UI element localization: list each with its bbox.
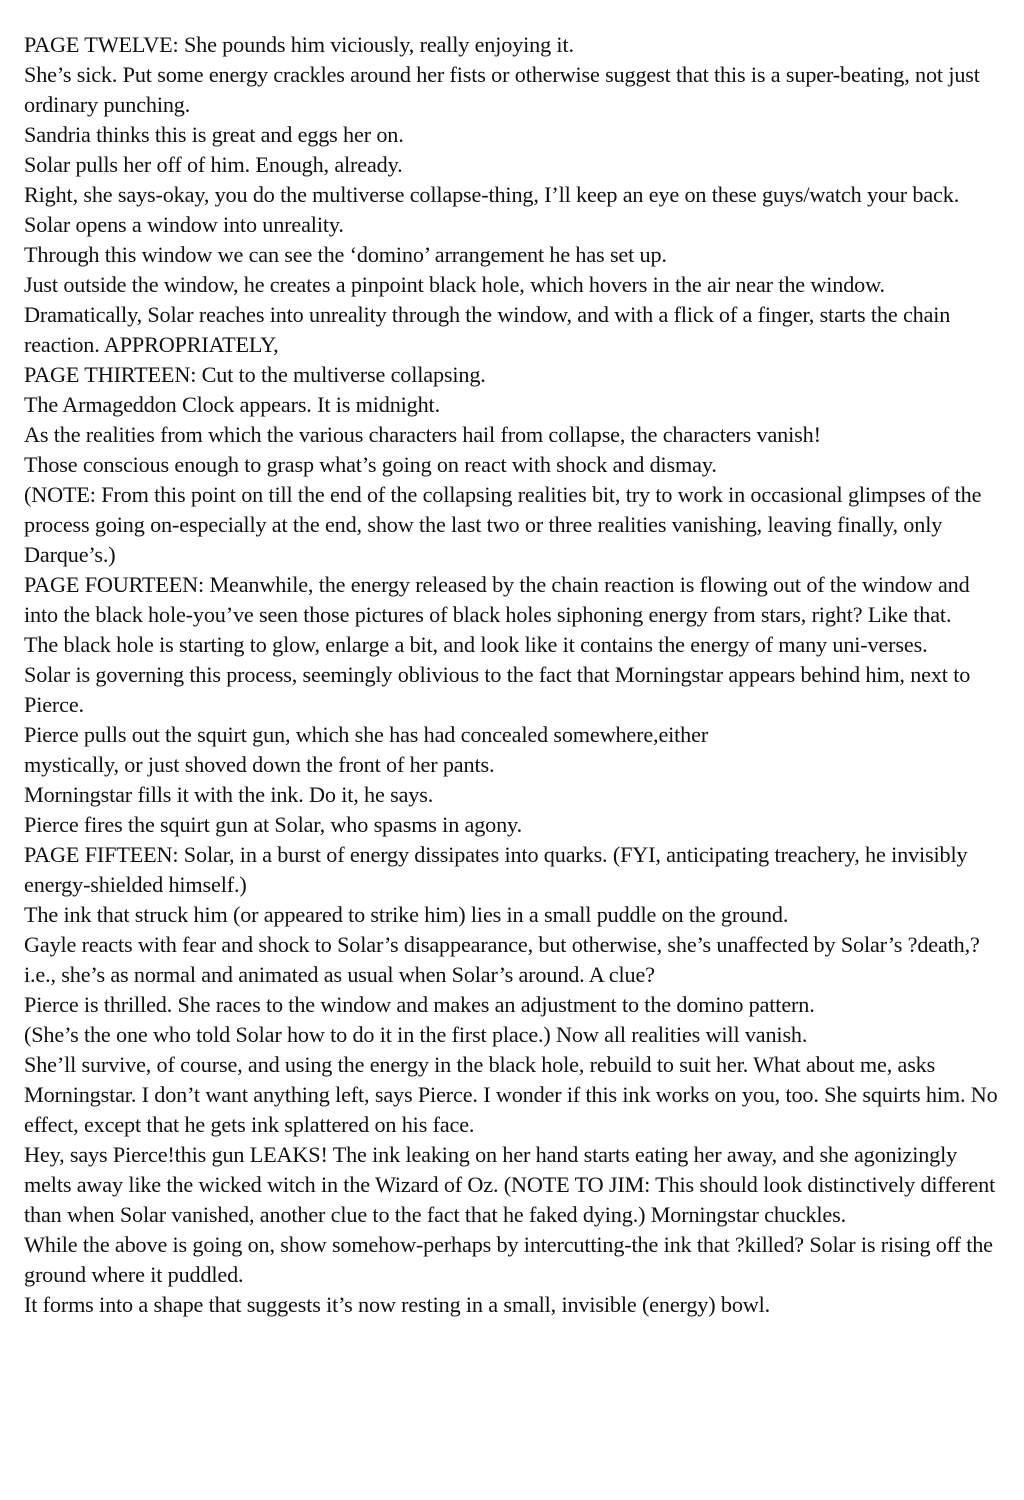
paragraph: Just outside the window, he creates a pinpoint black hole, which hovers in the air near the window. Dramatically, Solar reaches into unreality through the window, and with a flick of a finger, starts the chain reaction. APPROPRIATELY,	[24, 272, 951, 357]
paragraph: Hey, says Pierce!this gun LEAKS! The ink leaking on her hand starts eating her away, and she agonizingly melts away like the wicked witch in the Wizard of Oz. (NOTE TO JIM: This should look distinctively different than when Solar vanished, another clue to the fact that he faked dying.) Morningstar chuckles.	[24, 1142, 996, 1227]
paragraph: Through this window we can see the ‘domino’ arrangement he has set up.	[24, 242, 667, 267]
paragraph: PAGE TWELVE: She pounds him viciously, really enjoying it.	[24, 32, 574, 57]
paragraph: She’s sick. Put some energy crackles around her fists or otherwise suggest that this is a super-beating, not just ordinary punching.	[24, 62, 980, 117]
paragraph: Pierce is thrilled. She races to the window and makes an adjustment to the domino pattern.	[24, 992, 815, 1017]
paragraph: She’ll survive, of course, and using the energy in the black hole, rebuild to suit her. What about me, asks Morningstar. I don’t want anything left, says Pierce. I wonder if this ink works on you, too. She squirts him. No effect, except that he gets ink splattered on his face.	[24, 1052, 998, 1137]
paragraph: Those conscious enough to grasp what’s going on react with shock and dismay.	[24, 452, 717, 477]
paragraph: Solar pulls her off of him. Enough, already.	[24, 152, 403, 177]
paragraph: (She’s the one who told Solar how to do it in the first place.) Now all realities will vanish.	[24, 1022, 808, 1047]
paragraph: As the realities from which the various characters hail from collapse, the characters vanish!	[24, 422, 821, 447]
paragraph: Solar is governing this process, seemingly oblivious to the fact that Morningstar appears behind him, next to Pierce.	[24, 662, 971, 717]
page-heading-paragraph: PAGE FOURTEEN: Meanwhile, the energy released by the chain reaction is flowing out of the window and into the black hole-you’ve seen those pictures of black holes siphoning energy from stars, right? Like that.	[24, 572, 970, 627]
paragraph: Sandria thinks this is great and eggs her on.	[24, 122, 404, 147]
paragraph: Right, she says-okay, you do the multiverse collapse-thing, I’ll keep an eye on these guys/watch your back. Solar opens a window into unreality.	[24, 182, 960, 237]
page-heading-paragraph: PAGE THIRTEEN: Cut to the multiverse collapsing.	[24, 362, 486, 387]
paragraph: The ink that struck him (or appeared to strike him) lies in a small puddle on the ground.	[24, 902, 789, 927]
paragraph: The Armageddon Clock appears. It is midnight.	[24, 392, 440, 417]
script-document	[24, 30, 1004, 1320]
paragraph: The black hole is starting to glow, enlarge a bit, and look like it contains the energy of many uni-verses.	[24, 632, 928, 657]
paragraph: Gayle reacts with fear and shock to Solar’s disappearance, but otherwise, she’s unaffected by Solar’s ?death,? i.e., she’s as normal and animated as usual when Solar’s around. A clue?	[24, 932, 980, 987]
paragraph: Morningstar fills it with the ink. Do it, he says.	[24, 782, 434, 807]
paragraph: It forms into a shape that suggests it’s now resting in a small, invisible (energy) bowl.	[24, 1292, 771, 1317]
page-heading-paragraph: PAGE FIFTEEN: Solar, in a burst of energy dissipates into quarks. (FYI, anticipating treachery, he invisibly energy-shielded himself.)	[24, 842, 968, 897]
paragraph: mystically, or just shoved down the front of her pants.	[24, 752, 495, 777]
note-paragraph: (NOTE: From this point on till the end of the collapsing realities bit, try to work in occasional glimpses of the process going on-especially at the end, show the last two or three realities vanishing, leaving finally, only Darque’s.)	[24, 482, 982, 567]
paragraph: Pierce pulls out the squirt gun, which she has had concealed somewhere,either	[24, 722, 709, 747]
paragraph: Pierce fires the squirt gun at Solar, who spasms in agony.	[24, 812, 522, 837]
paragraph: While the above is going on, show somehow-perhaps by intercutting-the ink that ?killed? Solar is rising off the ground where it puddled.	[24, 1232, 993, 1287]
